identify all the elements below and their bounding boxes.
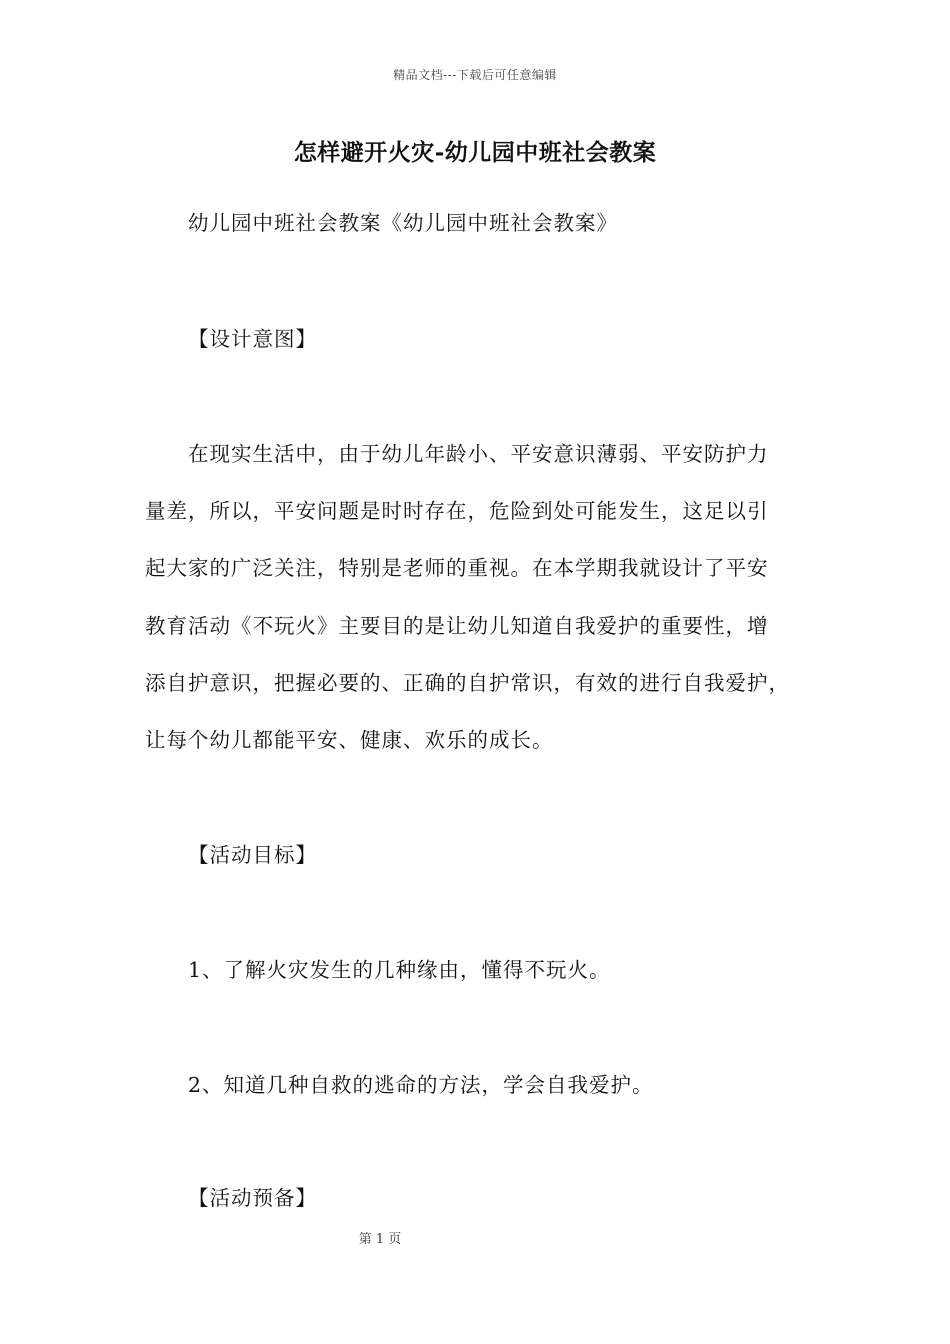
paragraph-line: 在现实生活中，由于幼儿年龄小、平安意识薄弱、平安防护力 <box>188 442 769 466</box>
document-subtitle: 幼儿园中班社会教案《幼儿园中班社会教案》 <box>188 211 618 235</box>
section-heading-design: 【设计意图】 <box>188 327 317 351</box>
paragraph-line: 教育活动《不玩火》主要目的是让幼儿知道自我爱护的重要性，增 <box>145 614 769 638</box>
paragraph-line: 让每个幼儿都能平安、健康、欢乐的成长。 <box>145 728 554 752</box>
section-heading-prep: 【活动预备】 <box>188 1186 317 1210</box>
header-note: 精品文档---下载后可任意编辑 <box>393 68 557 82</box>
paragraph-line: 量差，所以，平安问题是时时存在，危险到处可能发生，这足以引 <box>145 499 769 523</box>
section-heading-goals: 【活动目标】 <box>188 843 317 867</box>
goal-item: 2、知道几种自救的逃命的方法，学会自我爱护。 <box>188 1073 654 1097</box>
paragraph-line: 添自护意识，把握必要的、正确的自护常识，有效的进行自我爱护， <box>145 671 790 695</box>
page-number: 第 1 页 <box>358 1232 402 1247</box>
document-title: 怎样避开火灾-幼儿园中班社会教案 <box>293 139 657 166</box>
paragraph-line: 起大家的广泛关注，特别是老师的重视。在本学期我就设计了平安 <box>145 556 769 580</box>
goal-item: 1、了解火灾发生的几种缘由，懂得不玩火。 <box>188 958 611 982</box>
